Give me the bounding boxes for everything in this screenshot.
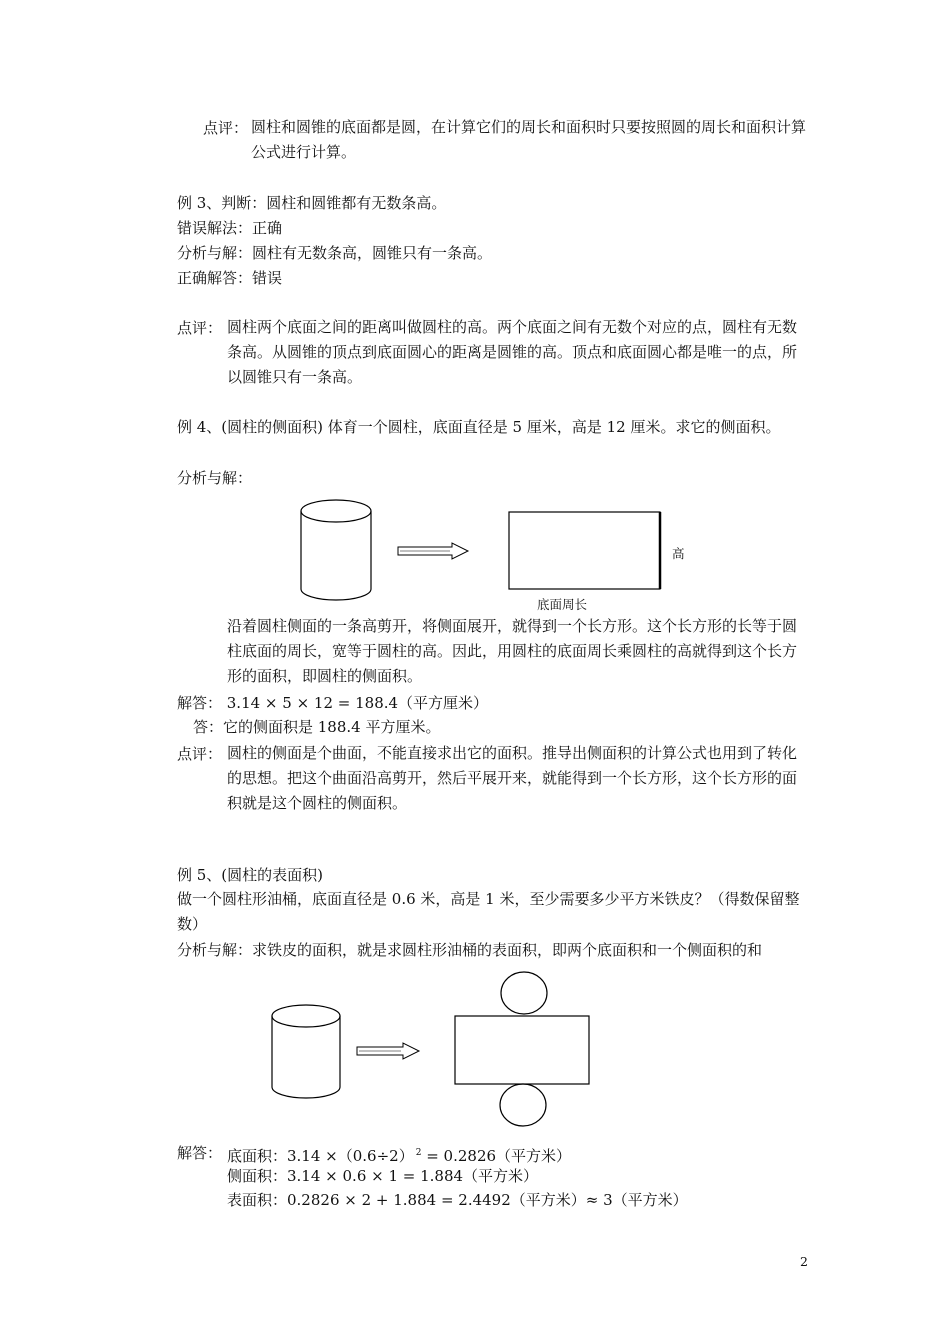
example-4-solution: 解答： 3.14 × 5 × 12 = 188.4（平方厘米）: [177, 694, 489, 712]
example-5-base-area: 底面积：3.14 ×（0.6÷2） $^2$ = 0.2826（平方米）: [227, 1147, 572, 1165]
figure-height-label: 高: [672, 546, 685, 561]
example-3-title: 例 3、判断：圆柱和圆锥都有无数条高。: [177, 194, 447, 212]
cylinder-net: [455, 972, 589, 1126]
example-4-analysis-label: 分析与解：: [177, 469, 253, 487]
cylinder-shape-2: [272, 1005, 340, 1098]
example-3-wrong-solution: 错误解法：正确: [177, 219, 283, 237]
example-4-answer: 答：它的侧面积是 188.4 平方厘米。: [193, 718, 441, 736]
right-arrow-icon-2: [357, 1043, 419, 1059]
comment-text-1: 圆柱和圆锥的底面都是圆，在计算它们的周长和面积时只要按照圆的周长和面积计算公式进行计算。: [251, 118, 807, 161]
example-4-comment-label: 点评：: [177, 745, 223, 763]
example-4-title: 例 4、(圆柱的侧面积) 体育一个圆柱，底面直径是 5 厘米，高是 12 厘米。求它的侧面积。: [177, 418, 781, 436]
comment-text-2: 圆柱两个底面之间的距离叫做圆柱的高。两个底面之间有无数个对应的点，圆柱有无数条高。从圆锥的顶点到底面圆心的距离是圆锥的高。顶点和底面圆心都是唯一的点，所以圆锥只有一条高。: [227, 318, 798, 386]
figure-base-perimeter-label: 底面周长: [537, 597, 588, 612]
example-5-surface-area: 表面积：0.2826 × 2 + 1.884 = 2.4492（平方米）≈ 3（平方米）: [227, 1191, 688, 1209]
example-5-analysis: 分析与解：求铁皮的面积，就是求圆柱形油桶的表面积，即两个底面积和一个侧面积的和: [177, 941, 763, 959]
comment-label-1: 点评：: [203, 119, 249, 137]
example-5-lateral-area: 侧面积：3.14 × 0.6 × 1 = 1.884（平方米）: [227, 1167, 539, 1185]
example-3-correct-answer: 正确解答：错误: [177, 269, 283, 287]
comment-label-2: 点评：: [177, 319, 223, 337]
example-5-solution-label: 解答：: [177, 1144, 223, 1162]
page-number: 2: [800, 1254, 808, 1269]
example-5-title: 例 5、(圆柱的表面积): [177, 866, 324, 884]
example-4-comment: 圆柱的侧面是个曲面，不能直接求出它的面积。推导出侧面积的计算公式也用到了转化的思想。把这个曲面沿高剪开，然后平展开来，就能得到一个长方形，这个长方形的面积就是这个圆柱的侧面积。: [227, 744, 798, 812]
example-3-analysis: 分析与解：圆柱有无数条高，圆锥只有一条高。: [177, 244, 493, 262]
example-5-problem: 做一个圆柱形油桶，底面直径是 0.6 米，高是 1 米，至少需要多少平方米铁皮？（得数保留整数）: [177, 890, 800, 933]
example-4-explanation: 沿着圆柱侧面的一条高剪开，将侧面展开，就得到一个长方形。这个长方形的长等于圆柱底面的周长，宽等于圆柱的高。因此，用圆柱的底面周长乘圆柱的高就得到这个长方形的面积，即圆柱的侧面积。: [227, 617, 798, 685]
